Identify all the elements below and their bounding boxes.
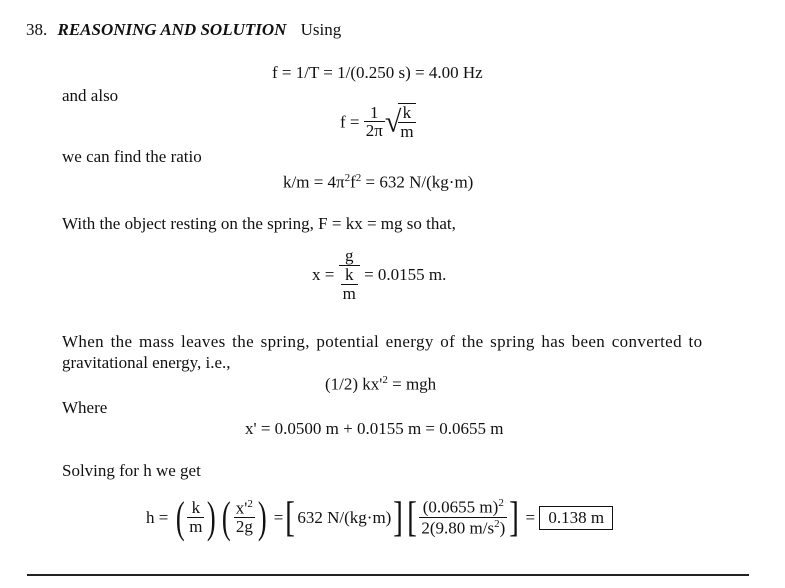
problem-number: 38. bbox=[26, 20, 48, 39]
final-answer-box: 0.138 m bbox=[539, 506, 613, 530]
equation-frequency-formula: f = $\frac{1}{2\pi}$ √ $\frac{k}{m}$ bbox=[340, 102, 414, 141]
where-text: Where bbox=[62, 398, 108, 417]
ratio-text: we can find the ratio bbox=[62, 147, 202, 166]
equation-displacement: x = $\frac{g}{\frac{k}{m}}$ = 0.0155 m. bbox=[312, 246, 447, 303]
equation-energy: (1/2) $kx'^2$ = mgh bbox=[325, 374, 437, 394]
left-bracket-icon: [ bbox=[285, 495, 296, 541]
right-paren-icon: ) bbox=[257, 493, 267, 542]
fraction: $\frac{1}{2\pi}$ bbox=[365, 102, 383, 141]
right-paren-icon: ) bbox=[207, 493, 217, 542]
resting-text: With the object resting on the spring, F = kx = mg so that, bbox=[62, 214, 456, 233]
energy-text-line1: When the mass leaves the spring, potential energy of the spring has been converted to bbox=[62, 332, 703, 351]
equation-frequency: f = 1/T = 1/(0.250 s) = 4.00 Hz bbox=[272, 63, 483, 82]
equation-x-prime: x' = 0.0500 m + 0.0155 m = 0.0655 m bbox=[245, 419, 504, 438]
left-paren-icon: ( bbox=[175, 493, 185, 542]
solving-text: Solving for h we get bbox=[62, 461, 201, 480]
equation-ratio: $k/m = 4\pi^2f^2 = 632$ N/(kg·m) bbox=[283, 172, 474, 192]
right-bracket-icon: ] bbox=[509, 495, 520, 541]
left-bracket-icon: [ bbox=[407, 495, 418, 541]
problem-header bbox=[26, 20, 341, 40]
problem-heading: REASONING AND SOLUTION bbox=[57, 20, 287, 39]
intro-text: Using bbox=[300, 20, 342, 39]
sqrt-icon: √ $\frac{k}{m}$ bbox=[384, 103, 414, 141]
equation-height: h = ( $\frac{k}{m}$ ) ( $\frac{x'^2}{2g}$ ) =[ 632 N/(kg·m)] [ $\frac{(0.0655 m)^2}{2(9.80 m/s^2)}$ ] = 0.138 m bbox=[146, 496, 613, 540]
and-also-text: and also bbox=[62, 86, 119, 105]
bottom-divider bbox=[27, 574, 749, 576]
energy-text-line2: gravitational energy, i.e., bbox=[62, 353, 231, 372]
right-bracket-icon: ] bbox=[393, 495, 404, 541]
left-paren-icon: ( bbox=[222, 493, 231, 542]
